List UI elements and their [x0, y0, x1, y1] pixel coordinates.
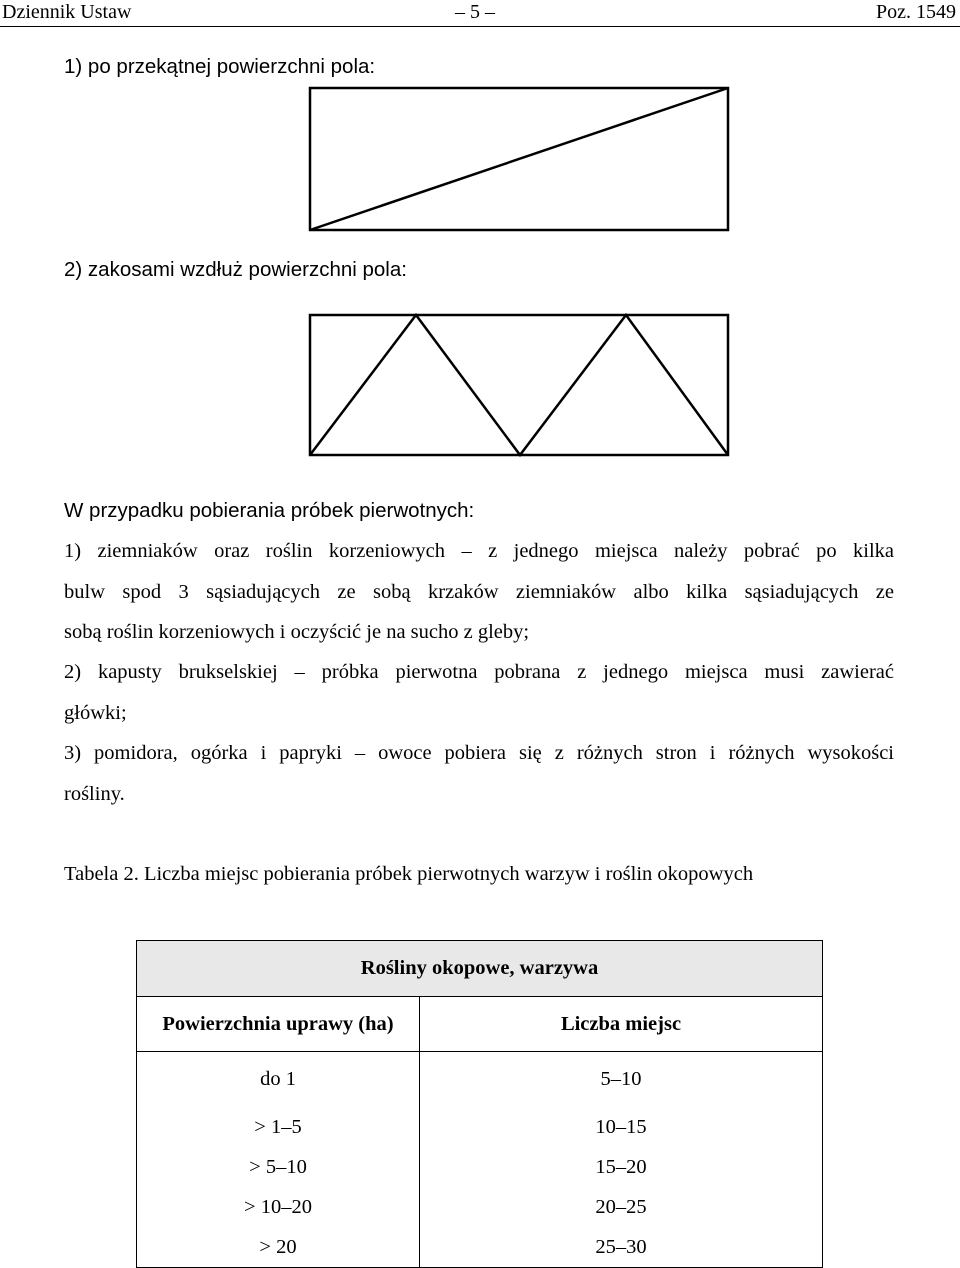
field-outline [310, 315, 728, 455]
area-cell: > 1–5 [137, 1107, 420, 1147]
count-cell: 25–30 [420, 1227, 823, 1268]
header-rule [0, 26, 960, 27]
area-cell: do 1 [137, 1052, 420, 1108]
table-row [137, 1147, 823, 1187]
zigzag-sampling-diagram [308, 313, 730, 457]
column-header-count: Liczba miejsc [420, 997, 823, 1052]
table-group-header: Rośliny okopowe, warzywa [137, 941, 823, 997]
table-row [137, 1107, 823, 1147]
area-cell: > 10–20 [137, 1187, 420, 1227]
area-cell: > 20 [137, 1227, 420, 1268]
item2-line1: 2) kapusty brukselskiej – próbka pierwotna pobrana z jednego miejsca musi zawierać [64, 661, 894, 683]
header-page-number: – 5 – [455, 1, 495, 23]
item2-line2: główki; [64, 702, 127, 724]
header-journal-title: Dziennik Ustaw [2, 1, 132, 23]
figure1-caption: 1) po przekątnej powierzchni pola: [64, 55, 376, 78]
table-row [137, 1187, 823, 1227]
count-cell: 20–25 [420, 1187, 823, 1227]
column-header-area: Powierzchnia uprawy (ha) [137, 997, 420, 1052]
diagonal-sampling-diagram [308, 86, 730, 232]
zigzag-path [310, 315, 728, 455]
diagonal-path [310, 88, 728, 230]
count-cell: 15–20 [420, 1147, 823, 1187]
count-cell: 10–15 [420, 1107, 823, 1147]
item1-line3: sobą roślin korzeniowych i oczyścić je na sucho z gleby; [64, 621, 530, 643]
header-position: Poz. 1549 [876, 1, 956, 23]
figure2-caption: 2) zakosami wzdłuż powierzchni pola: [64, 258, 407, 281]
area-cell: > 5–10 [137, 1147, 420, 1187]
sampling-points-table [136, 940, 823, 1268]
sampling-intro: W przypadku pobierania próbek pierwotnych: [64, 499, 475, 522]
table-row [137, 1227, 823, 1268]
item1-line1: 1) ziemniaków oraz roślin korzeniowych – z jednego miejsca należy pobrać po kilka [64, 540, 894, 562]
item1-line2: bulw spod 3 sąsiadujących ze sobą krzaków ziemniaków albo kilka sąsiadujących ze [64, 581, 894, 603]
item3-line2: rośliny. [64, 783, 125, 805]
item3-line1: 3) pomidora, ogórka i papryki – owoce pobiera się z różnych stron i różnych wysokości [64, 742, 894, 764]
table-row [137, 1052, 823, 1108]
table-caption: Tabela 2. Liczba miejsc pobierania próbek pierwotnych warzyw i roślin okopowych [64, 863, 754, 885]
count-cell: 5–10 [420, 1052, 823, 1108]
